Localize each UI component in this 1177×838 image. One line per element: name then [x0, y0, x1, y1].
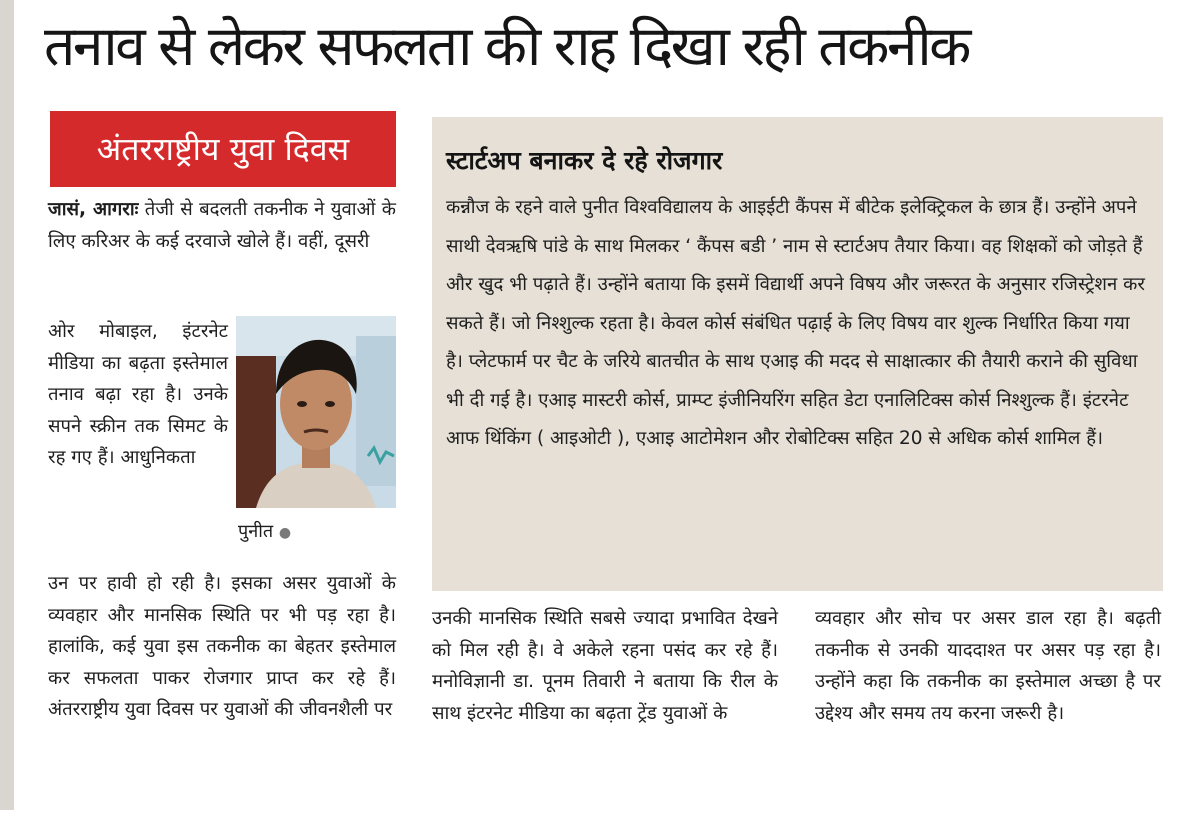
column-2-text: उनकी मानसिक स्थिति सबसे ज्यादा प्रभावित देखने को मिल रही है। वे अकेले रहना पसंद कर रहे हैं। मनोविज्ञानी डा. पूनम तिवारी ने बताया कि रील के साथ इंटरनेट मीडिया का बढ़ता ट्रेंड युवाओं के	[432, 608, 778, 724]
column-1-middle-text: ओर मोबाइल, इंटरनेट मीडिया का बढ़ता इस्तेमाल तनाव बढ़ा रहा है। उनके सपने स्क्रीन तक सिमट के रह गए हैं। आधुनिकता	[48, 321, 228, 468]
box-title: स्टार्टअप बनाकर दे रहे रोजगार	[446, 146, 723, 175]
column-3-text: व्यवहार और सोच पर असर डाल रहा है। बढ़ती तकनीक से उनकी याददाश्त पर असर पड़ रहा है। उन्होंने कहा कि तकनीक का इस्तेमाल अच्छा है पर उद्देश्य और समय तय करना जरूरी है।	[815, 608, 1161, 724]
box-body	[446, 189, 1150, 459]
caption-bullet: ●	[278, 525, 292, 541]
section-tag: अंतरराष्ट्रीय युवा दिवस	[50, 111, 396, 187]
column-1-beside-photo	[48, 316, 228, 568]
column-1-bottom-text: उन पर हावी हो रही है। इसका असर युवाओं के व्यवहार और मानसिक स्थिति पर भी पड़ रहा है। हालांकि, कई युवा इस तकनीक का बेहतर इस्तेमाल कर सफलता पाकर रोजगार प्राप्त कर रहे हैं। अंतरराष्ट्रीय युवा दिवस पर युवाओं की जीवनशैली पर	[48, 573, 396, 720]
page-edge-strip	[0, 0, 14, 810]
headline: तनाव से लेकर सफलता की राह दिखा रही तकनीक	[44, 14, 969, 78]
photo-caption-name: पुनीत	[238, 521, 274, 542]
dateline: जासं, आगराः	[48, 199, 139, 220]
column-1-bottom	[48, 568, 396, 820]
portrait-image	[236, 316, 396, 508]
column-1-top	[48, 194, 396, 320]
box-body-text: कन्नौज के रहने वाले पुनीत विश्वविद्यालय के आइईटी कैंपस में बीटेक इलेक्ट्रिकल के छात्र हैं। उन्होंने अपने साथी देवऋषि पांडे के साथ मिलकर ‘ कैंपस बडी ’ नाम से स्टार्टअप तैयार किया। वह शिक्षकों को जोड़ते हैं और खुद भी पढ़ाते हैं। उन्होंने बताया कि इसमें विद्यार्थी अपने विषय और जरूरत के अनुसार रजिस्ट्रेशन कर सकते हैं। जो निश्शुल्क रहता है। केवल कोर्स संबंधित पढ़ाई के लिए विषय वार शुल्क निर्धारित किया गया है। प्लेटफार्म पर चैट के जरिये बातचीत के साथ एआइ की मदद से साक्षात्कार की तैयारी कराने की सुविधा भी दी गई है। एआइ मास्टरी कोर्स, प्राम्प्ट इंजीनियरिंग सहित डेटा एनालिटिक्स कोर्स निश्शुल्क हैं। इंटरनेट आफ थिंकिंग ( आइओटी ), एआइ आटोमेशन और रोबोटिक्स सहित 20 से अधिक कोर्स शामिल हैं।	[446, 197, 1145, 449]
photo-caption	[238, 519, 291, 546]
column-2	[432, 603, 778, 823]
portrait-photo	[236, 316, 396, 508]
column-3	[815, 603, 1161, 823]
column-1-top-text	[48, 194, 396, 257]
column-1-intro: तेजी से बदलती तकनीक ने युवाओं के लिए करिअर के कई दरवाजे खोले हैं। वहीं, दूसरी	[48, 199, 396, 252]
highlight-box	[432, 117, 1163, 591]
